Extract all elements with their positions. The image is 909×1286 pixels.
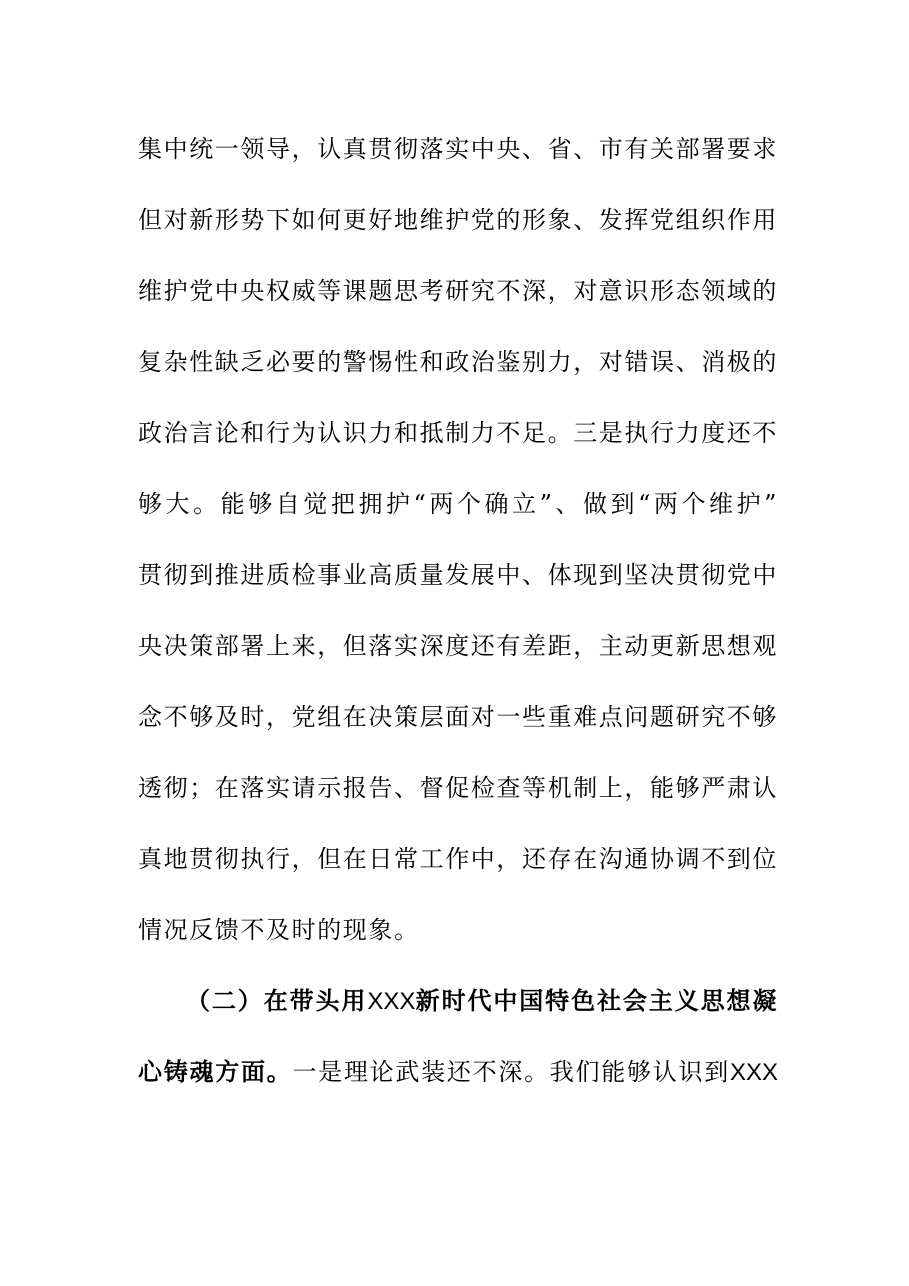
paragraph-line-2: 但对新形势下如何更好地维护党的形象、发挥党组织作用 <box>138 206 778 234</box>
document-body <box>138 114 778 1108</box>
paragraph-line-11: 真地贯彻执行，但在日常工作中，还存在沟通协调不到位 <box>138 845 778 873</box>
paragraph-line-4: 复杂性缺乏必要的警惕性和政治鉴别力，对错误、消极的 <box>138 348 778 376</box>
section-heading-text-c: 心铸魂方面。 <box>138 1058 293 1086</box>
paragraph-line-9: 念不够及时，党组在决策层面对一些重难点问题研究不够 <box>138 703 778 731</box>
paragraph-line-8: 央决策部署上来，但落实深度还有差距，主动更新思想观 <box>138 632 778 660</box>
paragraph-line-7: 贯彻到推进质检事业高质量发展中、体现到坚决贯彻党中 <box>138 561 778 589</box>
paragraph-line-5: 政治言论和行为认识力和抵制力不足。三是执行力度还不 <box>138 419 778 447</box>
paragraph-line-12: 情况反馈不及时的现象。 <box>138 916 420 944</box>
paragraph-line-10: 透彻；在落实请示报告、督促检查等机制上，能够严肃认 <box>138 774 778 802</box>
section-heading-placeholder: XXX <box>367 988 416 1015</box>
section-heading-line-1 <box>138 966 778 1037</box>
paragraph-line-6: 够大。能够自觉把拥护“两个确立”、做到“两个维护” <box>138 490 778 518</box>
paragraph-line-1: 集中统一领导，认真贯彻落实中央、省、市有关部署要求 <box>138 135 778 163</box>
section-body-text: 一是理论武装还不深。我们能够认识到 <box>292 1058 730 1086</box>
section-heading-line-2 <box>138 1037 778 1108</box>
section-heading-text-a: （二）在带头用 <box>186 987 368 1015</box>
section-heading-text-b: 新时代中国特色社会主义思想凝 <box>415 987 778 1015</box>
section-body-placeholder: XXX <box>729 1059 779 1086</box>
paragraph-line-3: 维护党中央权威等课题思考研究不深，对意识形态领域的 <box>138 277 778 305</box>
